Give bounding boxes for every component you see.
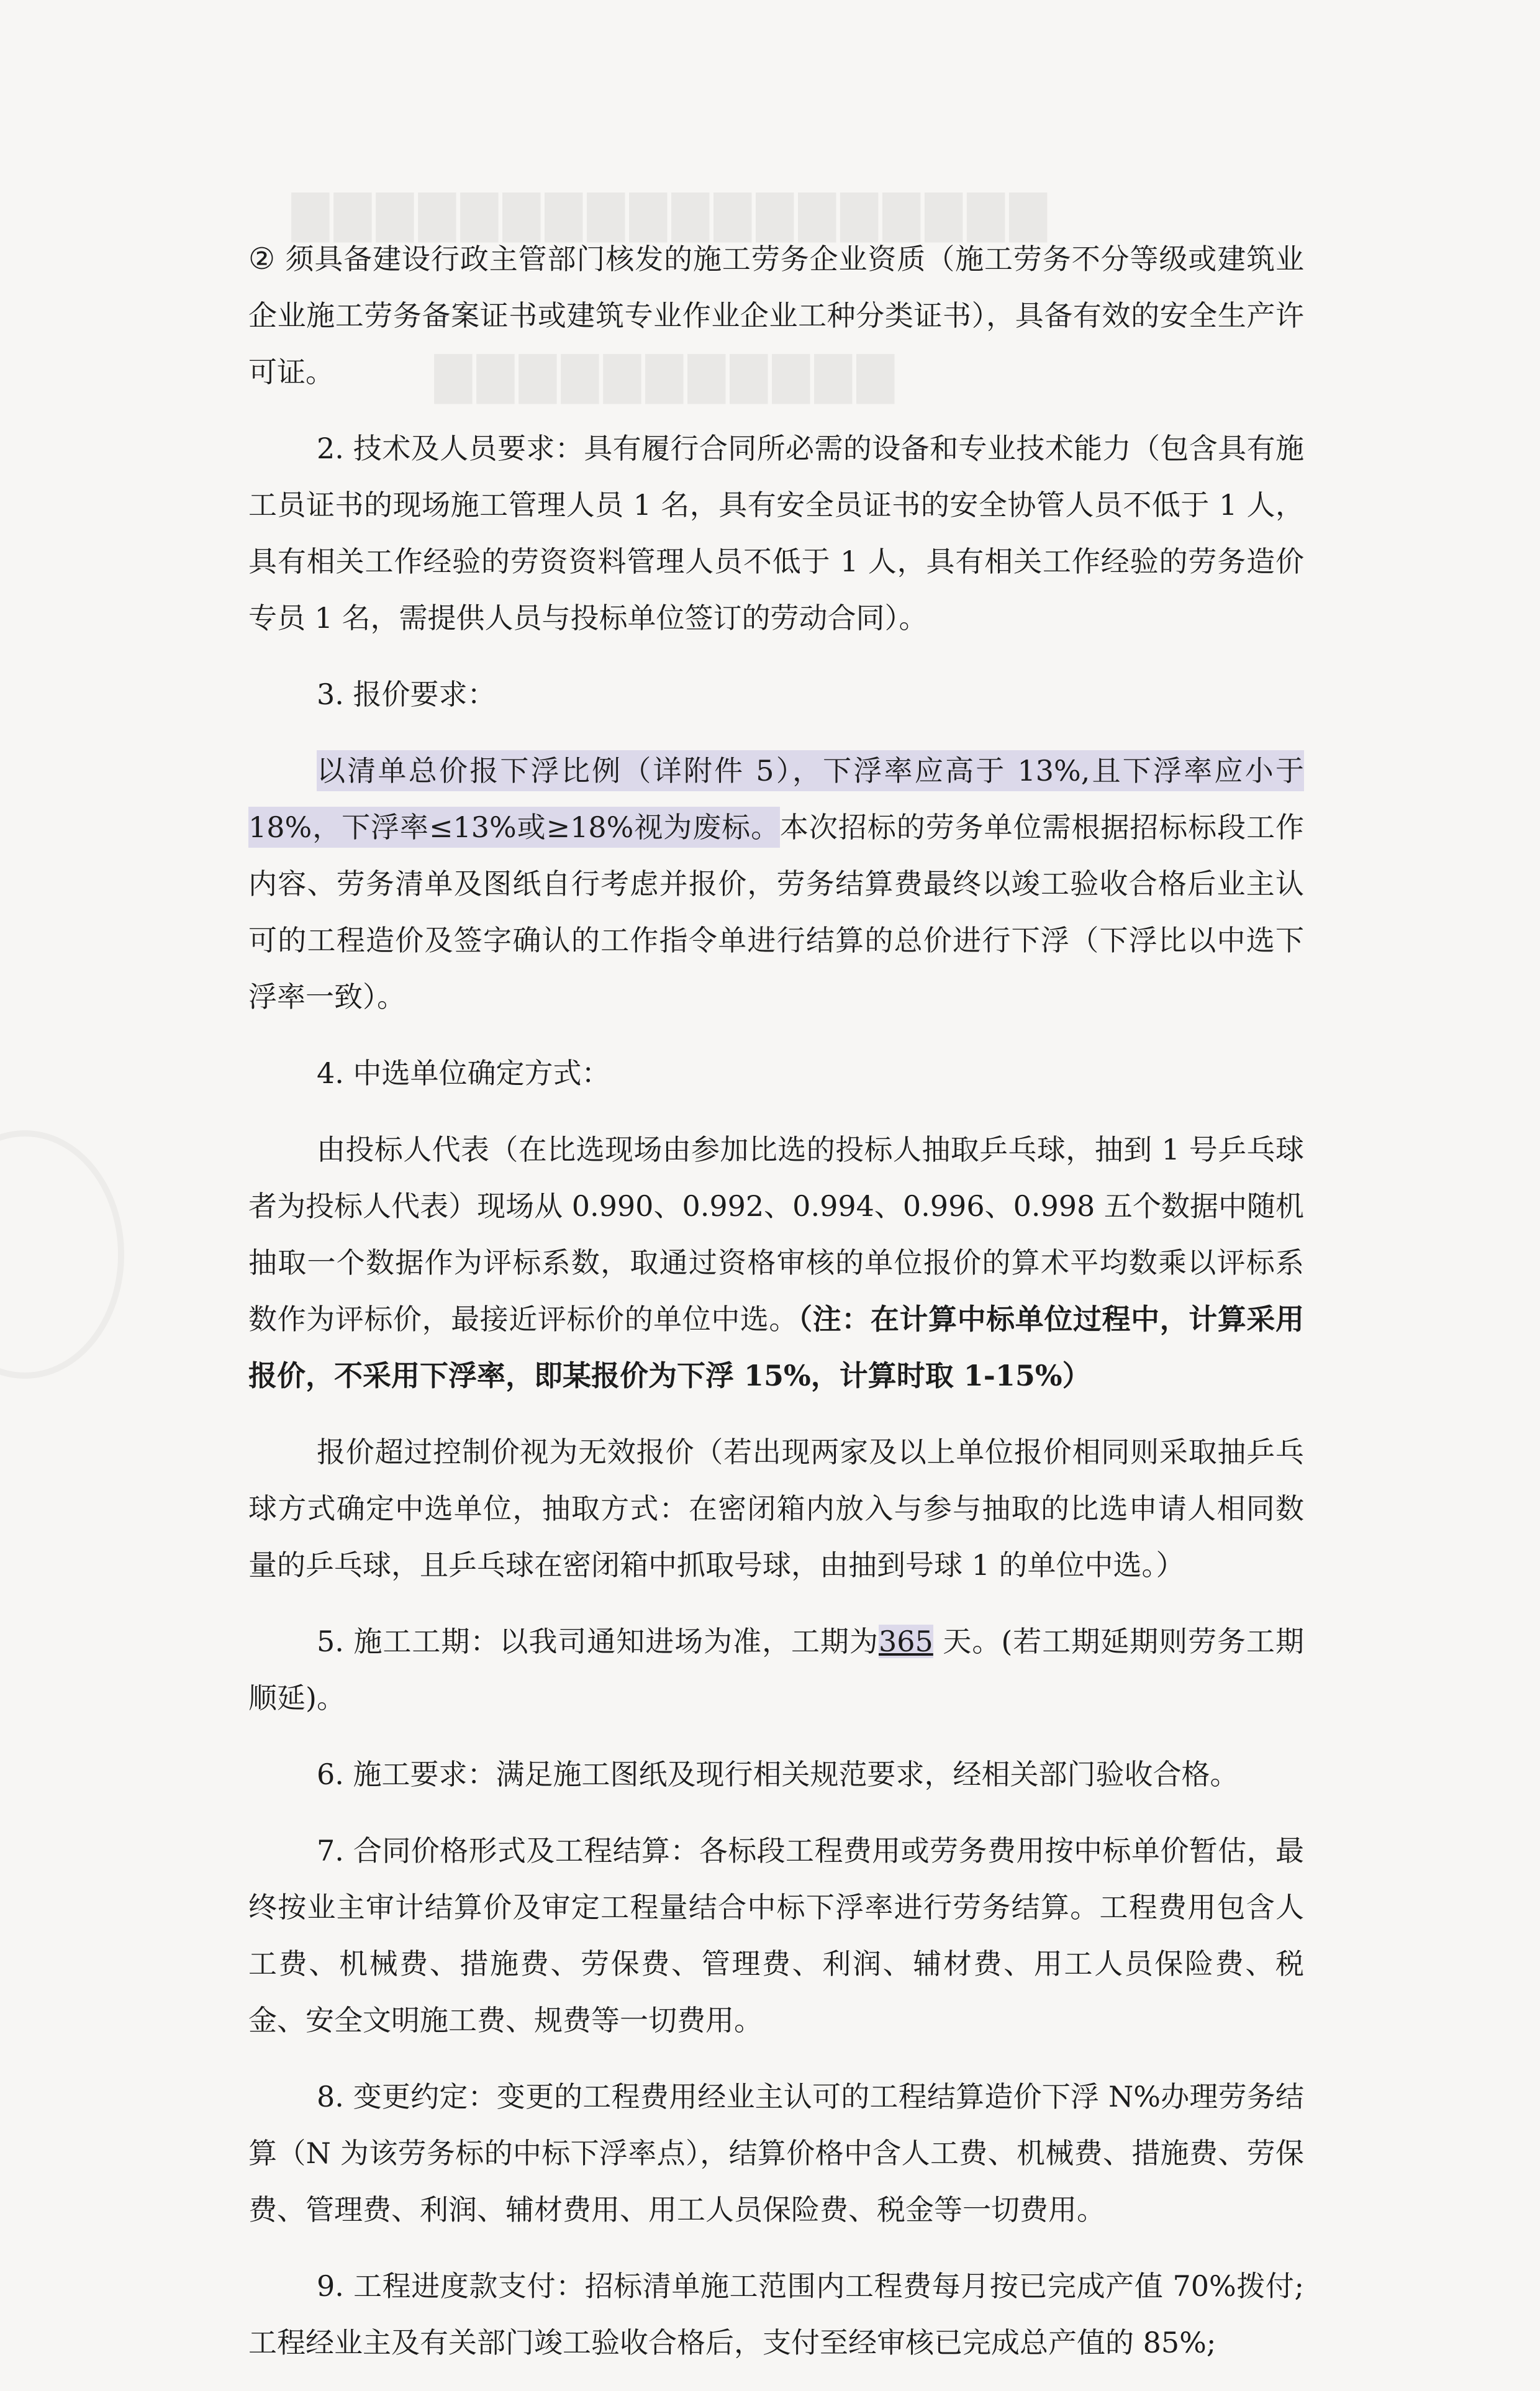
section-4-body: 由投标人代表（在比选现场由参加比选的投标人抽取乒乓球，抽到 1 号乒乓球者为投标人代表）现场从 0.990、0.992、0.994、0.996、0.998 五个数据中随机抽取一个数据作为评标系数，取通过资格审核的单位报价的算术平均数乘以评标系数作为评标价，最接近评标价的单位中选。 [248,1133,1304,1336]
bleed-through-ghost: ▇▇▇▇▇▇▇▇▇▇▇ [435,348,899,404]
section-3-body: 本次招标的劳务单位需根据招标标段工作内容、劳务清单及图纸自行考虑并报价，劳务结算费最终以竣工验收合格后业主认可的工程造价及签字确认的工作指令单进行结算的总价进行下浮（下浮比以中选下浮率一致）。 [248,810,1305,1014]
section-5-prefix: 5. 施工工期：以我司通知进场为准，工期为 [317,1625,879,1658]
section-4-title: 4. 中选单位确定方式： [317,1056,610,1090]
section-4-invalid-quote: 报价超过控制价视为无效报价（若出现两家及以上单位报价相同则采取抽乒乓球方式确定中选单位，抽取方式：在密闭箱内放入与参与抽取的比选申请人相同数量的乒乓球，且乒乓球在密闭箱中抓取号球，由抽到号球 1 的单位中选。） [248,1435,1304,1582]
item-2-text: 须具备建设行政主管部门核发的施工劳务企业资质（施工劳务不分等级或建筑业企业施工劳务备案证书或建筑专业作业企业工种分类证书），具备有效的安全生产许可证。 [248,242,1305,389]
highlighted-discount-rule: 以清单总价报下浮比例（详附件 5），下浮率应高于 13%,且下浮率应小于 18%，下浮率≤13%或≥18%视为废标。 [248,750,1304,848]
section-5-suffix: 天。(若工期延期则劳务工期顺延)。 [248,1625,1304,1715]
section-4-selection-method [248,1122,1304,1404]
section-3-title: 3. 报价要求： [317,678,496,711]
section-3-quote-requirements [248,743,1304,1025]
document-body [248,231,1304,2391]
section-9-progress-payment: 9. 工程进度款支付：招标清单施工范围内工程费每月按已完成产值 70%拨付;工程经业主及有关部门竣工验收合格后，支付至经审核已完成总产值的 85%; [248,2269,1304,2359]
section-4-note: （注：在计算中标单位过程中，计算采用报价，不采用下浮率，即某报价为下浮 15%，计算时取 1-15%） [248,1302,1305,1392]
section-5-construction-period [248,1613,1304,1726]
seal-ghost-mark [0,1130,124,1379]
item-marker: ② [248,242,276,276]
construction-days-value: 365 [878,1625,933,1658]
item-2-paragraph [248,231,1304,401]
section-6-construction-requirements: 6. 施工要求：满足施工图纸及现行相关规范要求，经相关部门验收合格。 [317,1758,1239,1791]
section-7-contract-price: 7. 合同价格形式及工程结算：各标段工程费用或劳务费用按中标单价暂估，最终按业主审计结算价及审定工程量结合中标下浮率进行劳务结算。工程费用包含人工费、机械费、措施费、劳保费、管理费、利润、辅材费、用工人员保险费、税金、安全文明施工费、规费等一切费用。 [248,1834,1304,2037]
section-2-technical-personnel: 2. 技术及人员要求：具有履行合同所必需的设备和专业技术能力（包含具有施工员证书的现场施工管理人员 1 名，具有安全员证书的安全协管人员不低于 1 人，具有相关工作经验的劳资资料管理人员不低于 1 人，具有相关工作经验的劳务造价专员 1 名，需提供人员与投标单位签订的劳动合同）。 [248,432,1304,635]
section-8-change-agreement: 8. 变更约定：变更的工程费用经业主认可的工程结算造价下浮 N%办理劳务结算（N 为该劳务标的中标下浮率点），结算价格中含人工费、机械费、措施费、劳保费、管理费、利润、辅材费用、用工人员保险费、税金等一切费用。 [248,2080,1304,2226]
bleed-through-ghost: ▇▇▇▇▇▇▇▇▇▇▇▇▇▇▇▇▇▇ [292,186,1052,242]
